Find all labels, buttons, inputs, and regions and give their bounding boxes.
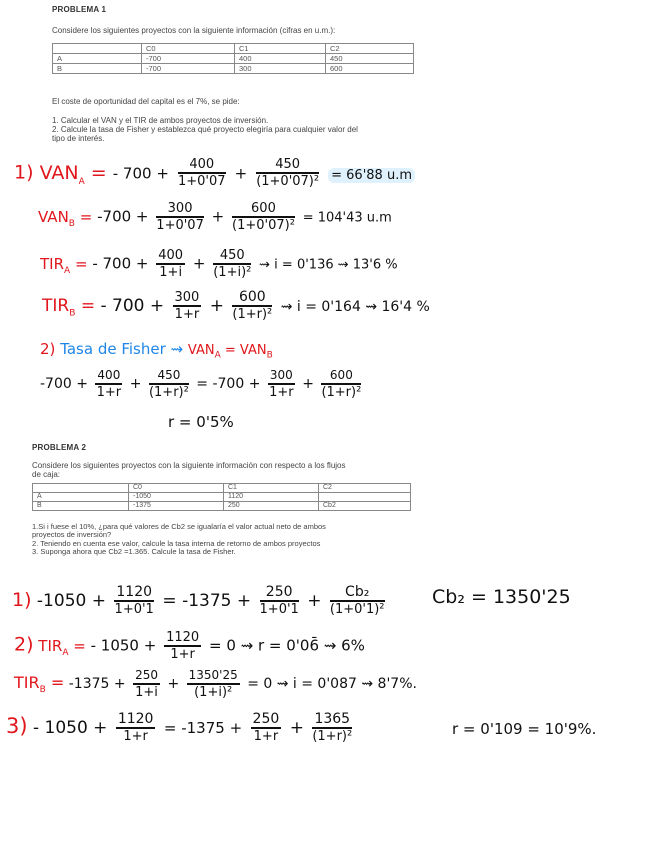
table-cell: C0 — [129, 484, 224, 493]
tir-b-result: = 0 ⇝ i = 0'087 ⇝ 8'7%. — [247, 676, 417, 692]
tir-b-result: ⇝ i = 0'164 ⇝ 16'4 % — [280, 299, 430, 315]
table-row — [53, 54, 414, 64]
problem2-intro: Considere los siguientes proyectos con la siguiente información con respecto a los flujos — [32, 461, 346, 470]
fraction: $\frac{250}{1+i}$ — [135, 668, 158, 700]
tir-b-equation: $TIR_B$ = - 700 + $\frac{300}{1+r}$ + $\frac{600}{\text{(1+r)²}}$ ⇝ i = 0'164 ⇝ 16'4 % — [42, 289, 430, 322]
problem2-intro-cont: de caja: — [32, 470, 61, 479]
table-cell: 600 — [326, 64, 414, 74]
problem2-table — [32, 483, 411, 511]
problem1-heading: PROBLEMA 1 — [52, 5, 107, 14]
step-label: 2) — [14, 633, 34, 656]
table-cell: -700 — [142, 54, 235, 64]
fraction: $\frac{600}{\text{(1+0'07)²}}$ — [232, 201, 295, 233]
problem2-heading: PROBLEMA 2 — [32, 443, 87, 452]
problem2-question-1-cont: proyectos de inversión? — [32, 530, 112, 539]
table-cell: 250 — [224, 502, 319, 511]
table-cell: C0 — [142, 44, 235, 54]
fisher-equation: -700 + $\frac{400}{1+r}$ + $\frac{450}{\text{(1+r)²}}$ = -700 + $\frac{300}{1+r}$ + $\frac{600}{\text{(1+r)²}}$ — [40, 368, 362, 400]
table-row — [33, 502, 411, 511]
table-cell: A — [53, 54, 142, 64]
p2-tir-b-equation: $TIR_B = -1375$ + $\frac{250}{1+i}$ + $\frac{1350'25}{\text{(1+i)²}}$ = 0 ⇝ i = 0'087 ⇝ 8'7%. — [14, 668, 417, 700]
table-cell: B — [53, 64, 142, 74]
tir-a-equation: $TIR_A$ = - 700 + $\frac{400}{1+i}$ + $\frac{450}{\text{(1+i)²}}$ ⇝ i = 0'136 ⇝ 13'6 % — [40, 248, 398, 280]
table-cell — [53, 44, 142, 54]
table-cell: C2 — [326, 44, 414, 54]
table-cell: -700 — [142, 64, 235, 74]
table-cell: C1 — [235, 44, 326, 54]
fraction: $\frac{1120}{1+r}$ — [117, 711, 154, 744]
table-cell: -1050 — [129, 493, 224, 502]
problem1-question-2-cont: tipo de interés. — [52, 134, 105, 143]
fraction: $\frac{1350'25}{\text{(1+i)²}}$ — [188, 668, 238, 700]
fisher-result-p2: r = 0'109 = 10'9%. — [452, 720, 597, 738]
tir-a-label: $TIR_A$ = — [38, 636, 86, 658]
fraction: $\frac{300}{1+r}$ — [269, 368, 294, 400]
fraction: $\frac{1120}{1+0'1}$ — [114, 584, 154, 617]
fisher-heading — [40, 340, 273, 361]
fraction: $\frac{450}{\text{(1+0'07)²}}$ — [256, 157, 320, 189]
fraction: $\frac{400}{1+i}$ — [158, 248, 184, 280]
table-cell: Cb2 — [319, 502, 411, 511]
table-row — [53, 64, 414, 74]
fraction: $\frac{450}{\text{(1+i)²}}$ — [213, 248, 252, 280]
tir-a-label: $TIR_A$ = — [40, 254, 88, 276]
step-label: 1) — [14, 161, 34, 184]
fisher-label: Tasa de Fisher ⇝ — [60, 340, 184, 358]
step-label: 2) — [40, 340, 56, 358]
tir-a-result: = 0 ⇝ r = 0'06̄ ⇝ 6% — [208, 636, 365, 655]
cb2-result: Cb₂ = 1350'25 — [432, 586, 571, 608]
fraction: $\frac{600}{\text{(1+r)²}}$ — [232, 289, 273, 322]
problem1-question-2: 2. Calcule la tasa de Fisher y establezca qué proyecto elegiría para cualquier valor del — [52, 125, 358, 134]
table-cell: 400 — [235, 54, 326, 64]
van-a-result: = 66'88 u.m — [328, 168, 415, 183]
table-cell: C2 — [319, 484, 411, 493]
fisher-condition: $VAN_A = VAN_B$ — [187, 343, 273, 361]
p2-tir-a-equation: 2) $TIR_A$ = - 1050 + $\frac{1120}{1+r}$ = 0 ⇝ r = 0'06̄ ⇝ 6% — [14, 630, 365, 662]
fraction: $\frac{400}{1+0'07}$ — [177, 157, 226, 189]
fraction: $\frac{250}{1+r}$ — [252, 711, 280, 744]
problem1-table — [52, 43, 414, 74]
fraction: $\frac{250}{1+0'1}$ — [259, 584, 299, 617]
step-label: 3) — [6, 714, 28, 738]
fraction: $\frac{1120}{1+r}$ — [166, 630, 200, 662]
table-cell: -1375 — [129, 502, 224, 511]
problem1-statement: El coste de oportunidad del capital es el 7%, se pide: — [52, 97, 240, 106]
problem1-question-1: 1. Calcular el VAN y el TIR de ambos proyectos de inversión. — [52, 116, 269, 125]
van-b-equation: $VAN_B = -700$ + $\frac{300}{1+0'07}$ + $\frac{600}{\text{(1+0'07)²}}$ = 104'43 u.m — [38, 201, 392, 233]
fraction: $\frac{300}{1+0'07}$ — [156, 201, 204, 233]
p2-step3-equation: 3) - 1050 + $\frac{1120}{1+r}$ = -1375 + $\frac{250}{1+r}$ + $\frac{1365}{\text{(1+r)²}}$ — [6, 711, 353, 744]
fraction: $\frac{450}{\text{(1+r)²}}$ — [148, 368, 189, 400]
fraction: $\frac{1365}{\text{(1+r)²}}$ — [312, 711, 353, 744]
table-cell: B — [33, 502, 129, 511]
table-cell — [33, 484, 129, 493]
van-a-equation: 1) $VAN_A$ = - 700 + $\frac{400}{1+0'07}$ + $\frac{450}{\text{(1+0'07)²}}$ = 66'88 u.m — [14, 157, 415, 189]
problem2-question-1: 1.Si i fuese el 10%, ¿para qué valores de Cb2 se igualaría el valor actual neto de ambos — [32, 522, 326, 531]
table-header-row — [53, 44, 414, 54]
problem2-question-2: 2. Teniendo en cuenta ese valor, calcule la tasa interna de retorno de ambos proyectos — [32, 539, 321, 548]
tir-b-label: $TIR_B$ = — [42, 296, 96, 319]
table-cell: 1120 — [224, 493, 319, 502]
table-row — [33, 493, 411, 502]
fraction: $\frac{600}{\text{(1+r)²}}$ — [321, 368, 362, 400]
table-cell: C1 — [224, 484, 319, 493]
tir-a-result: ⇝ i = 0'136 ⇝ 13'6 % — [259, 257, 398, 273]
problem1-intro: Considere los siguientes proyectos con la siguiente información (cifras en u.m.): — [52, 26, 336, 35]
p2-step1-equation: 1) -1050 + $\frac{1120}{1+0'1}$ = -1375 + $\frac{250}{1+0'1}$ + $\frac{\text{Cb₂}}{\text{(1+0'1)²}}$ — [12, 584, 385, 617]
fraction: $\frac{\text{Cb₂}}{\text{(1+0'1)²}}$ — [329, 584, 385, 617]
fisher-result: r = 0'5% — [168, 413, 234, 431]
tir-b-label: $TIR_B$ = — [14, 673, 65, 696]
problem2-question-3: 3. Suponga ahora que Cb2 =1.365. Calcule la tasa de Fisher. — [32, 547, 236, 556]
van-b-label: $VAN_B$ = — [38, 207, 93, 229]
table-cell — [319, 493, 411, 502]
van-a-label: $VAN_A$ = — [39, 161, 107, 187]
table-cell: 300 — [235, 64, 326, 74]
fraction: $\frac{300}{1+r}$ — [174, 290, 200, 322]
van-b-result: = 104'43 u.m — [302, 210, 392, 226]
table-header-row — [33, 484, 411, 493]
table-cell: A — [33, 493, 129, 502]
fraction: $\frac{400}{1+r}$ — [96, 368, 122, 400]
step-label: 1) — [12, 589, 32, 611]
table-cell: 450 — [326, 54, 414, 64]
